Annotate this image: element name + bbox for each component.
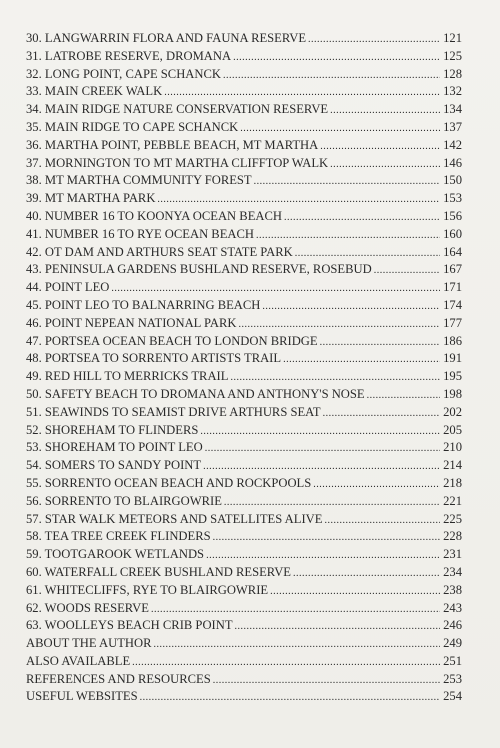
toc-entry-page-number: 171 bbox=[443, 280, 462, 295]
dot-leader bbox=[157, 191, 440, 209]
toc-entry-title: 48. PORTSEA TO SORRENTO ARTISTS TRAIL bbox=[26, 351, 282, 366]
toc-entry-title: 42. OT DAM AND ARTHURS SEAT STATE PARK bbox=[26, 244, 293, 259]
toc-entry bbox=[26, 155, 462, 173]
dot-leader bbox=[256, 227, 440, 245]
toc-entry bbox=[26, 582, 462, 600]
dot-leader bbox=[367, 387, 441, 405]
dot-leader bbox=[320, 138, 440, 156]
toc-entry bbox=[26, 261, 462, 279]
toc-entry bbox=[26, 279, 462, 297]
toc-entry bbox=[26, 671, 462, 689]
toc-entry-page-number: 246 bbox=[443, 618, 462, 633]
dot-leader bbox=[283, 351, 440, 369]
toc-entry-page-number: 167 bbox=[443, 262, 462, 277]
toc-entry bbox=[26, 546, 462, 564]
toc-entry-title: ABOUT THE AUTHOR bbox=[26, 636, 152, 651]
dot-leader bbox=[111, 280, 440, 298]
toc-entry-title: 31. LATROBE RESERVE, DROMANA bbox=[26, 48, 232, 63]
toc-entry-title: 37. MORNINGTON TO MT MARTHA CLIFFTOP WALK bbox=[26, 155, 329, 170]
dot-leader bbox=[320, 334, 441, 352]
dot-leader bbox=[213, 672, 440, 690]
toc-entry bbox=[26, 350, 462, 368]
toc-entry-title: 33. MAIN CREEK WALK bbox=[26, 84, 163, 99]
toc-entry-title: 35. MAIN RIDGE TO CAPE SCHANCK bbox=[26, 119, 239, 134]
dot-leader bbox=[324, 512, 440, 530]
dot-leader bbox=[308, 31, 440, 49]
toc-entry bbox=[26, 66, 462, 84]
toc-entry bbox=[26, 617, 462, 635]
toc-entry-page-number: 142 bbox=[443, 137, 462, 152]
dot-leader bbox=[284, 209, 440, 227]
toc-entry-title: 61. WHITECLIFFS, RYE TO BLAIRGOWRIE bbox=[26, 582, 269, 597]
toc-entry bbox=[26, 101, 462, 119]
toc-entry-title: 60. WATERFALL CREEK BUSHLAND RESERVE bbox=[26, 564, 291, 579]
toc-entry-page-number: 254 bbox=[443, 689, 462, 704]
dot-leader bbox=[140, 689, 441, 707]
toc-entry-page-number: 205 bbox=[443, 422, 462, 437]
toc-entry-page-number: 137 bbox=[443, 119, 462, 134]
toc-entry bbox=[26, 172, 462, 190]
toc-entry-title: 32. LONG POINT, CAPE SCHANCK bbox=[26, 66, 221, 81]
dot-leader bbox=[235, 618, 441, 636]
dot-leader bbox=[293, 565, 440, 583]
toc-entry bbox=[26, 600, 462, 618]
toc-entry bbox=[26, 635, 462, 653]
toc-entry-title: 59. TOOTGAROOK WETLANDS bbox=[26, 547, 205, 562]
dot-leader bbox=[313, 476, 440, 494]
dot-leader bbox=[254, 173, 441, 191]
toc-entry-page-number: 253 bbox=[443, 671, 462, 686]
toc-entry-page-number: 214 bbox=[443, 458, 462, 473]
dot-leader bbox=[164, 84, 440, 102]
toc-entry-page-number: 249 bbox=[443, 636, 462, 651]
toc-entry-title: 41. NUMBER 16 TO RYE OCEAN BEACH bbox=[26, 226, 254, 241]
toc-entry-title: 36. MARTHA POINT, PEBBLE BEACH, MT MARTHA bbox=[26, 137, 319, 152]
toc-entry-title: 53. SHOREHAM TO POINT LEO bbox=[26, 440, 203, 455]
dot-leader bbox=[205, 440, 440, 458]
toc-entry bbox=[26, 653, 462, 671]
dot-leader bbox=[223, 67, 440, 85]
toc-entry bbox=[26, 422, 462, 440]
toc-entry-title: 51. SEAWINDS TO SEAMIST DRIVE ARTHURS SEAT bbox=[26, 404, 321, 419]
toc-entry bbox=[26, 475, 462, 493]
dot-leader bbox=[323, 405, 441, 423]
toc-entry bbox=[26, 564, 462, 582]
toc-entry-page-number: 132 bbox=[443, 84, 462, 99]
toc-entry bbox=[26, 386, 462, 404]
toc-entry-title: 39. MT MARTHA PARK bbox=[26, 191, 156, 206]
toc-entry-page-number: 228 bbox=[443, 529, 462, 544]
toc-entry-title: USEFUL WEBSITES bbox=[26, 689, 138, 704]
toc-entry-page-number: 134 bbox=[443, 102, 462, 117]
toc-entry bbox=[26, 528, 462, 546]
toc-entry-page-number: 150 bbox=[443, 173, 462, 188]
toc-entry bbox=[26, 511, 462, 529]
toc-entry-title: 46. POINT NEPEAN NATIONAL PARK bbox=[26, 315, 237, 330]
dot-leader bbox=[374, 262, 440, 280]
toc-entry bbox=[26, 368, 462, 386]
toc-entry-title: 45. POINT LEO TO BALNARRING BEACH bbox=[26, 297, 261, 312]
toc-entry-title: 56. SORRENTO TO BLAIRGOWRIE bbox=[26, 493, 222, 508]
toc-entry-page-number: 146 bbox=[443, 155, 462, 170]
dot-leader bbox=[213, 529, 441, 547]
toc-entry-page-number: 153 bbox=[443, 191, 462, 206]
dot-leader bbox=[295, 245, 440, 263]
toc-entry-title: 43. PENINSULA GARDENS BUSHLAND RESERVE, ROSEBUD bbox=[26, 262, 372, 277]
toc-entry-title: 34. MAIN RIDGE NATURE CONSERVATION RESERVE bbox=[26, 102, 329, 117]
toc-entry-title: 30. LANGWARRIN FLORA AND FAUNA RESERVE bbox=[26, 31, 307, 45]
toc-entry bbox=[26, 457, 462, 475]
dot-leader bbox=[132, 654, 440, 672]
toc-entry-page-number: 174 bbox=[443, 297, 462, 312]
toc-entry-title: 57. STAR WALK METEORS AND SATELLITES ALIVE bbox=[26, 511, 323, 526]
dot-leader bbox=[151, 601, 440, 619]
toc-entry-page-number: 231 bbox=[443, 547, 462, 562]
toc-entry-title: 44. POINT LEO bbox=[26, 280, 110, 295]
toc-entry-title: REFERENCES AND RESOURCES bbox=[26, 671, 211, 686]
toc-entry-page-number: 198 bbox=[443, 386, 462, 401]
dot-leader bbox=[224, 494, 440, 512]
toc-entry-title: ALSO AVAILABLE bbox=[26, 653, 131, 668]
dot-leader bbox=[330, 156, 440, 174]
toc-entry-title: 40. NUMBER 16 TO KOONYA OCEAN BEACH bbox=[26, 208, 282, 223]
table-of-contents bbox=[26, 30, 462, 706]
dot-leader bbox=[270, 583, 440, 601]
toc-entry bbox=[26, 493, 462, 511]
toc-entry-title: 49. RED HILL TO MERRICKS TRAIL bbox=[26, 369, 229, 384]
dot-leader bbox=[230, 369, 440, 387]
toc-entry-page-number: 210 bbox=[443, 440, 462, 455]
toc-entry-page-number: 156 bbox=[443, 208, 462, 223]
toc-entry bbox=[26, 404, 462, 422]
toc-entry bbox=[26, 83, 462, 101]
toc-entry-page-number: 191 bbox=[443, 351, 462, 366]
dot-leader bbox=[153, 636, 440, 654]
toc-entry-title: 58. TEA TREE CREEK FLINDERS bbox=[26, 529, 211, 544]
toc-entry-page-number: 177 bbox=[443, 315, 462, 330]
toc-entry bbox=[26, 688, 462, 706]
toc-entry-title: 47. PORTSEA OCEAN BEACH TO LONDON BRIDGE bbox=[26, 333, 318, 348]
toc-entry bbox=[26, 297, 462, 315]
toc-entry-page-number: 160 bbox=[443, 226, 462, 241]
toc-entry-title: 38. MT MARTHA COMMUNITY FOREST bbox=[26, 173, 252, 188]
toc-entry bbox=[26, 137, 462, 155]
toc-entry-title: 50. SAFETY BEACH TO DROMANA AND ANTHONY'S NOSE bbox=[26, 386, 365, 401]
toc-entry-page-number: 195 bbox=[443, 369, 462, 384]
dot-leader bbox=[203, 458, 440, 476]
toc-entry bbox=[26, 333, 462, 351]
toc-entry-title: 54. SOMERS TO SANDY POINT bbox=[26, 458, 202, 473]
toc-entry bbox=[26, 439, 462, 457]
toc-entry-page-number: 234 bbox=[443, 564, 462, 579]
toc-entry-title: 52. SHOREHAM TO FLINDERS bbox=[26, 422, 199, 437]
toc-entry-page-number: 164 bbox=[443, 244, 462, 259]
toc-entry bbox=[26, 119, 462, 137]
toc-entry-page-number: 238 bbox=[443, 582, 462, 597]
toc-entry bbox=[26, 48, 462, 66]
dot-leader bbox=[206, 547, 440, 565]
toc-entry-page-number: 121 bbox=[443, 31, 462, 45]
toc-entry-page-number: 221 bbox=[443, 493, 462, 508]
dot-leader bbox=[200, 423, 440, 441]
toc-entry bbox=[26, 244, 462, 262]
toc-entry-page-number: 128 bbox=[443, 66, 462, 81]
dot-leader bbox=[330, 102, 440, 120]
toc-entry bbox=[26, 208, 462, 226]
toc-entry-title: 63. WOOLLEYS BEACH CRIB POINT bbox=[26, 618, 233, 633]
dot-leader bbox=[262, 298, 440, 316]
toc-entry-page-number: 186 bbox=[443, 333, 462, 348]
toc-entry-page-number: 125 bbox=[443, 48, 462, 63]
toc-entry bbox=[26, 190, 462, 208]
toc-entry-page-number: 251 bbox=[443, 653, 462, 668]
toc-entry-page-number: 243 bbox=[443, 600, 462, 615]
toc-entry bbox=[26, 30, 462, 48]
toc-entry bbox=[26, 315, 462, 333]
dot-leader bbox=[233, 49, 440, 67]
dot-leader bbox=[239, 316, 441, 334]
toc-entry-title: 62. WOODS RESERVE bbox=[26, 600, 149, 615]
toc-entry-page-number: 218 bbox=[443, 475, 462, 490]
toc-entry-page-number: 202 bbox=[443, 404, 462, 419]
toc-entry-page-number: 225 bbox=[443, 511, 462, 526]
toc-entry-title: 55. SORRENTO OCEAN BEACH AND ROCKPOOLS bbox=[26, 475, 312, 490]
toc-entry bbox=[26, 226, 462, 244]
dot-leader bbox=[240, 120, 440, 138]
